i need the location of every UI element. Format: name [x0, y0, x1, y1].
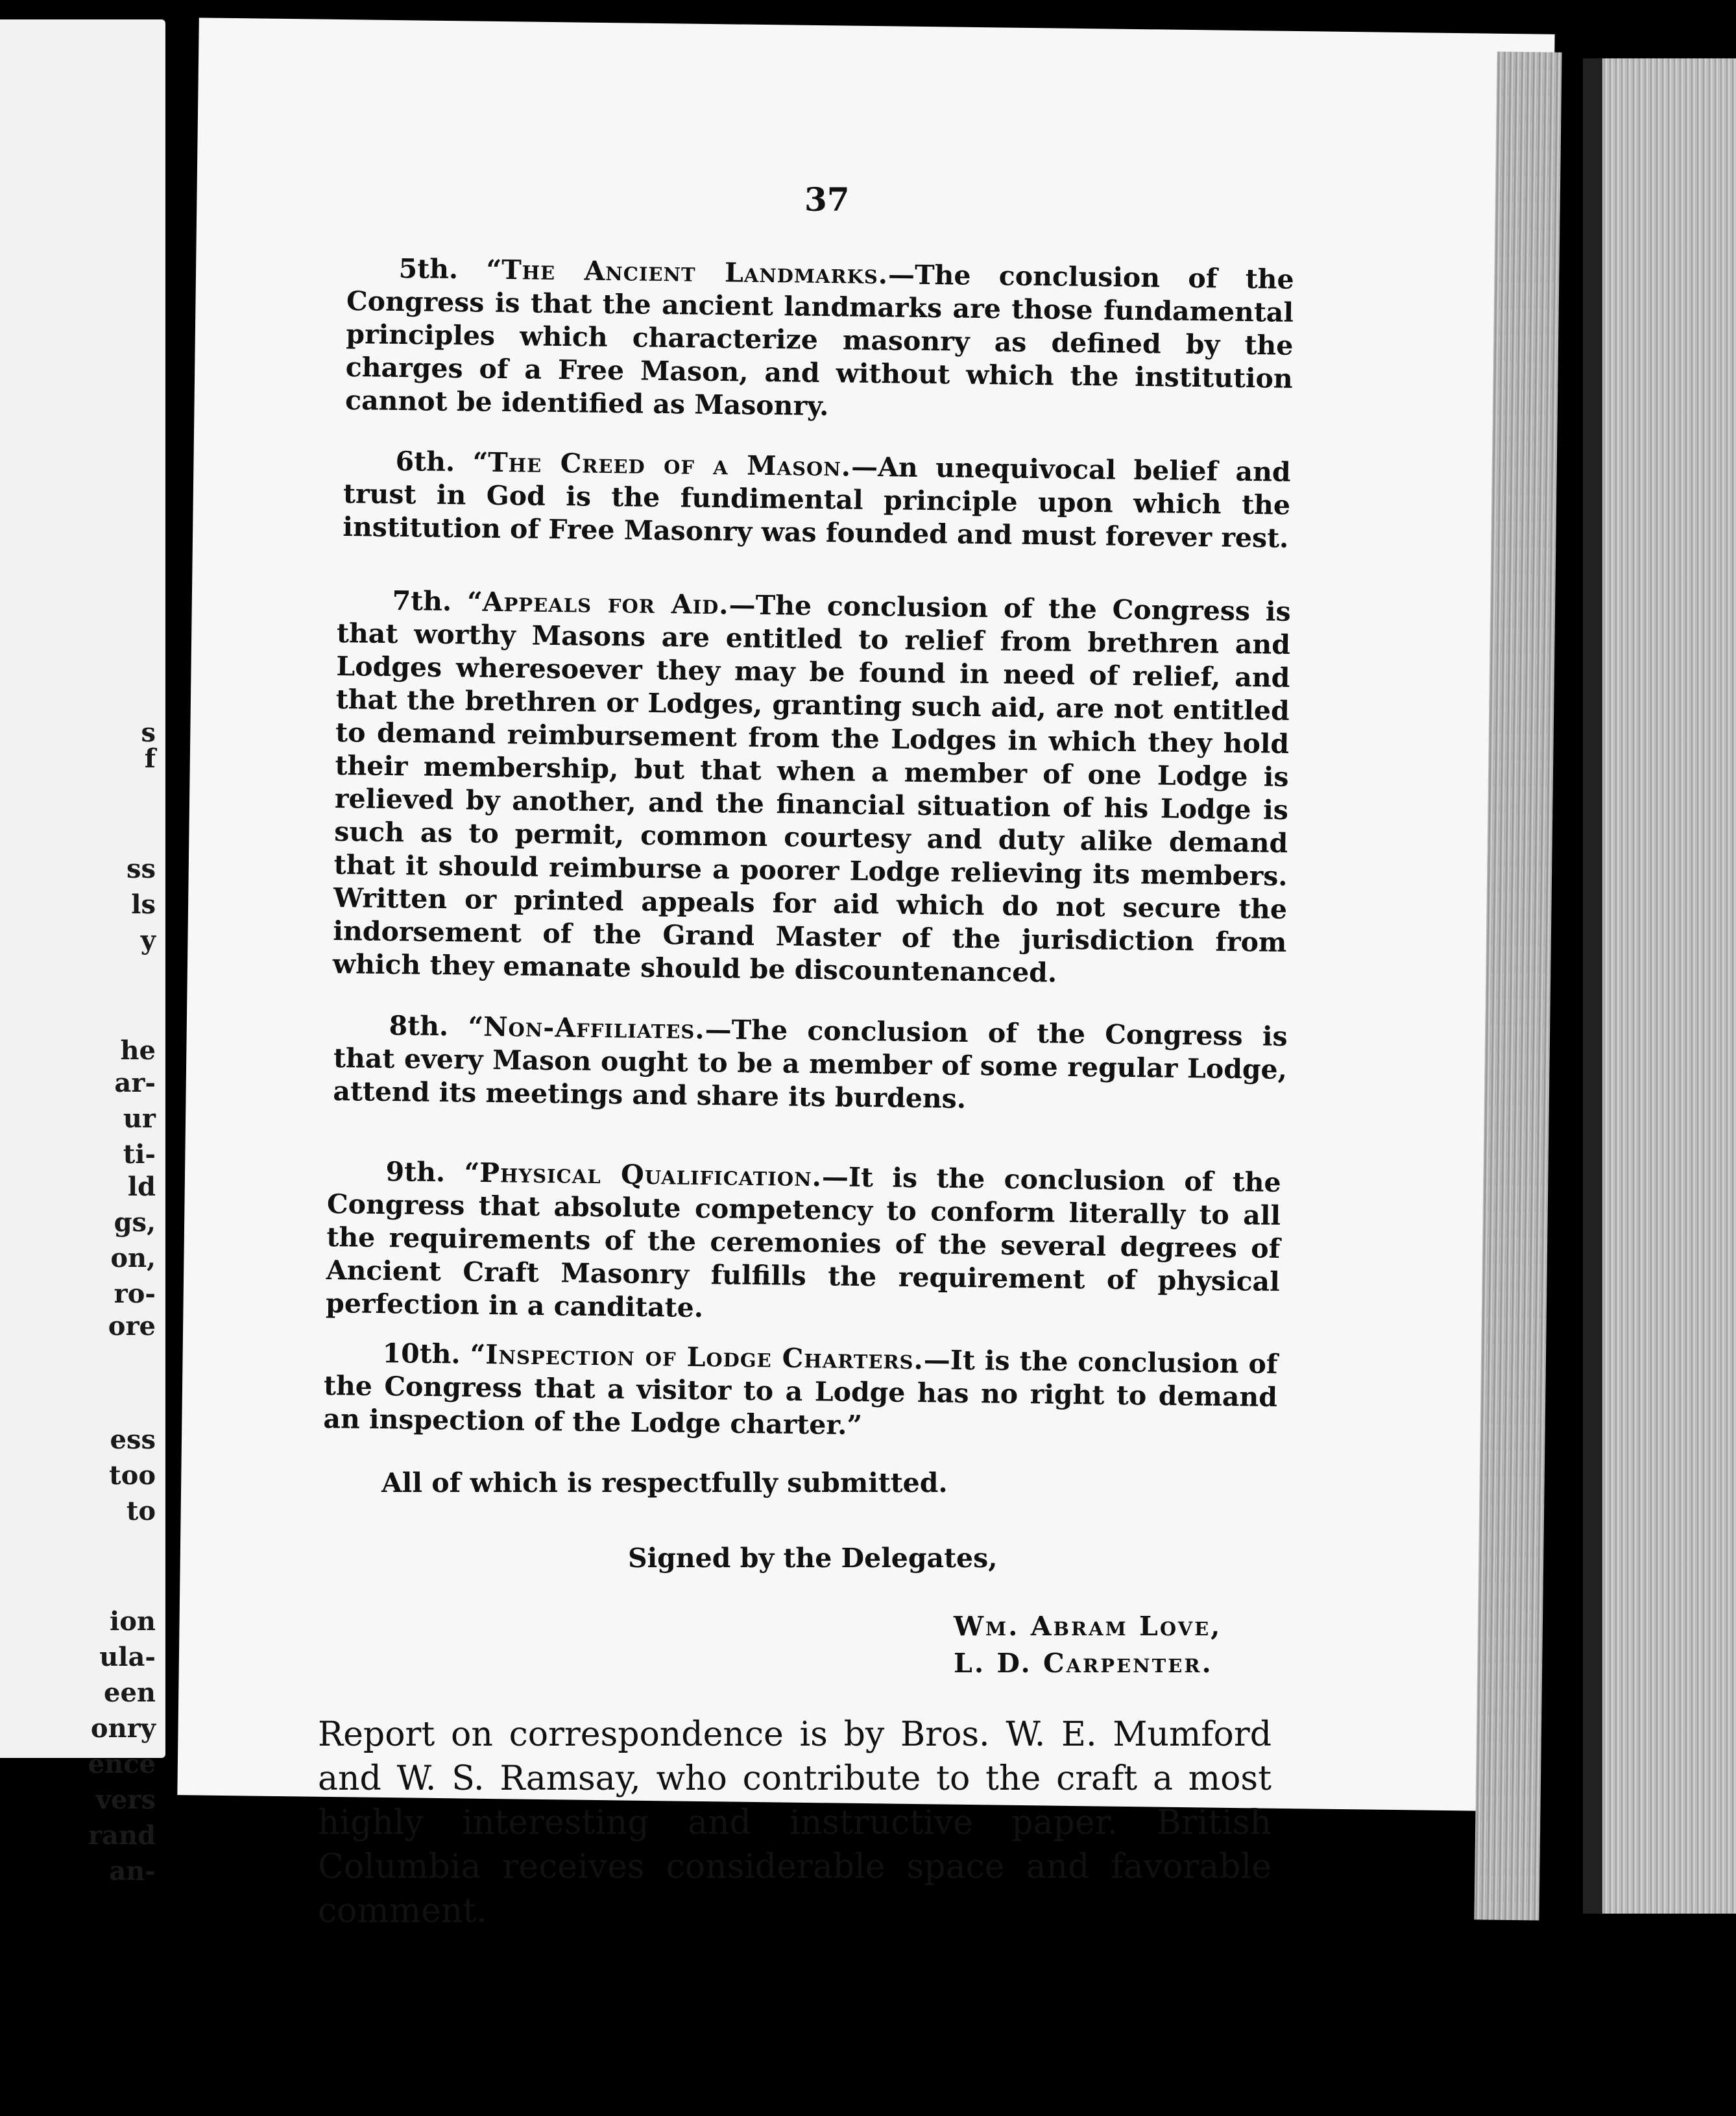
signatory-2: L. D. Carpenter.: [954, 1648, 1213, 1679]
left-page-fragment-text: he: [120, 1035, 156, 1066]
left-page-fragment-text: ess: [110, 1425, 156, 1455]
resolution-paragraph: [326, 1155, 1281, 1332]
left-page-fragment-text: too: [109, 1460, 156, 1491]
resolution-heading: Physical Qualification.: [479, 1157, 823, 1193]
left-page-fragment-text: ti-: [123, 1139, 156, 1170]
resolution-paragraph: [345, 252, 1294, 429]
left-page-fragment-text: ion: [110, 1606, 156, 1637]
left-page-fragment-text: on,: [110, 1243, 156, 1273]
resolution-text: —It is the conclusion of the Congress that a visitor to a Lodge has no right to demand an inspection of the Lodge charter.”: [323, 1344, 1278, 1441]
report-paragraph: Report on correspondence is by Bros. W. E. Mumford and W. S. Ramsay, who contribute to the craft a most highly interesting and instructive paper. British Columbia receives considerable space and favorable comment.: [318, 1715, 1272, 1930]
left-page-fragment-text: ence: [88, 1749, 156, 1779]
resolution-heading: The Ancient Landmarks.: [501, 254, 889, 291]
left-page-fragment-text: gs,: [114, 1207, 156, 1238]
left-page-fragment-text: vers: [95, 1785, 156, 1815]
resolution-text: —The conclusion of the Congress is that worthy Masons are entitled to relief from brethren and Lodges wheresoever they may be found in need of relief, and that the brethren or Lodges, granting such aid, are not entitled to demand reimbursement from the Lodges in which they hold their membership, but that when a member of one Lodge is relieved by another, and the financial situation of his Lodge is such as to permit, common courtesy and duty alike demand that it should reimburse a poorer Lodge relieving its members. Written or printed appeals for aid which do not secure the indorsement of the Grand Master of the jurisdiction from which they emanate should be discountenanced.: [332, 589, 1291, 989]
left-page-fragment-text: ur: [123, 1103, 156, 1134]
closing-line: All of which is respectfully submitted.: [381, 1467, 948, 1498]
resolution-heading: Non-Affiliates.: [483, 1011, 705, 1045]
resolution-heading: The Creed of a Mason.: [487, 446, 852, 483]
left-page-fragment-text: an-: [109, 1856, 156, 1886]
resolution-paragraph: [343, 444, 1291, 555]
signed-by-line: Signed by the Delegates,: [628, 1543, 998, 1574]
left-page-fragment-text: ls: [131, 889, 156, 920]
resolution-paragraph: [323, 1336, 1278, 1447]
resolution-number: 7th. “: [392, 585, 483, 618]
back-page-edges: [1602, 58, 1736, 1914]
resolution-heading: Inspection of Lodge Charters.: [485, 1339, 924, 1376]
left-page-fragment-text: ld: [127, 1172, 156, 1202]
left-page-fragment-text: f: [144, 743, 156, 774]
resolution-paragraph: [333, 584, 1291, 992]
left-page-fragment-text: y: [140, 925, 156, 956]
resolution-number: 6th. “: [395, 445, 488, 478]
resolution-number: 9th. “: [385, 1156, 480, 1188]
left-page-fragment-text: ss: [126, 854, 156, 884]
resolution-text: —It is the conclusion of the Congress that absolute competency to conform literally to all the requirements of the ceremonies of the several degrees of Ancient Craft Masonry fulfills the requirement of physical perfection in a canditate.: [325, 1161, 1281, 1324]
resolution-heading: Appeals for Aid.: [482, 586, 729, 621]
resolution-number: 5th. “: [398, 252, 502, 285]
resolution-text: —The conclusion of the Congress is that every Mason ought to be a member of some regular Lodge, attend its meetings and share its burdens.: [333, 1013, 1288, 1114]
left-page-fragment-text: onry: [90, 1713, 156, 1744]
left-page-fragment-text: ore: [108, 1311, 156, 1341]
resolution-paragraph: [333, 1009, 1288, 1120]
left-page-fragment-text: rand: [88, 1820, 156, 1851]
left-page-fragment-text: een: [104, 1677, 156, 1708]
page-number: 37: [804, 180, 850, 219]
left-page-fragment-text: s: [141, 717, 156, 748]
resolution-number: 8th. “: [389, 1010, 484, 1042]
resolution-text: —An unequivocal belief and trust in God is the fundimental principle upon which the institution of Free Masonry was founded and must forever rest.: [343, 451, 1291, 554]
left-page-fragment-text: ula-: [99, 1642, 156, 1672]
left-page-fragment-text: ro-: [114, 1279, 156, 1309]
signatory-1: Wm. Abram Love,: [954, 1611, 1222, 1642]
resolution-number: 10th. “: [382, 1338, 486, 1371]
left-page-fragment-text: to: [126, 1496, 156, 1526]
left-page-fragment-text: ar-: [114, 1068, 156, 1098]
resolution-text: —The conclusion of the Congress is that the ancient landmarks are those fundamental principles which characterize masonry as defined by the charges of a Free Mason, and without which the institution cannot be identified as Masonry.: [344, 259, 1294, 422]
